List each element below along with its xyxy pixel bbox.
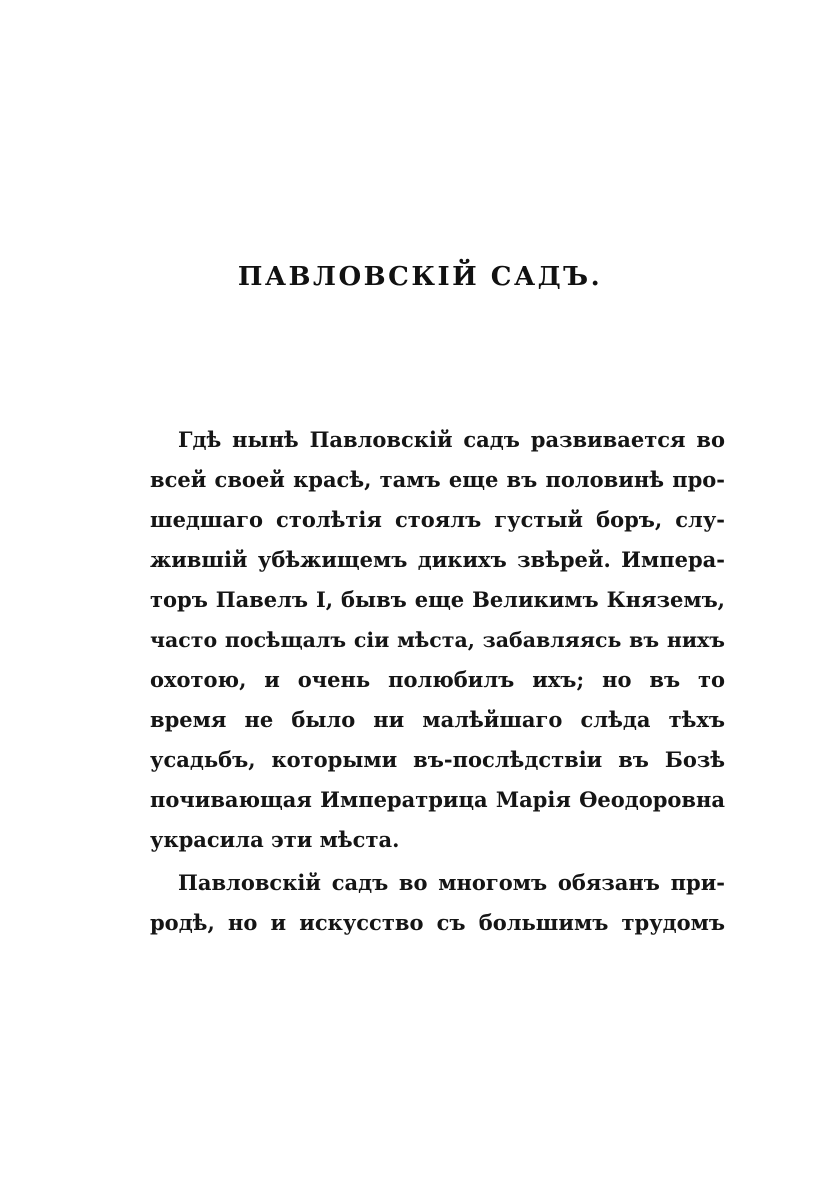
text-line: украсила эти мѣста. xyxy=(150,827,400,852)
text-line: торъ Павелъ I, бывъ еще Великимъ Княземъ, xyxy=(150,587,725,612)
text-line: усадьбъ, которыми въ-послѣдствіи въ Бозѣ xyxy=(150,747,725,772)
text-line: всей своей красѣ, тамъ еще въ половинѣ про- xyxy=(150,467,725,492)
text-line: жившій убѣжищемъ дикихъ звѣрей. Импера- xyxy=(150,547,725,572)
text-line: Гдѣ нынѣ Павловскій садъ развивается во xyxy=(178,427,725,452)
paragraph-2 xyxy=(150,863,725,943)
text-line: почивающая Императрица Марія Ѳеодоровна xyxy=(150,787,725,812)
text-line: время не было ни малѣйшаго слѣда тѣхъ xyxy=(150,707,725,732)
chapter-title: ПАВЛОВСКІЙ САДЪ. xyxy=(237,262,603,292)
text-line: шедшаго столѣтія стоялъ густый боръ, слу- xyxy=(150,507,725,532)
text-line: часто посѣщалъ сіи мѣста, забавляясь въ нихъ xyxy=(150,628,725,652)
text-line: родѣ, но и искусство съ большимъ трудомъ xyxy=(150,910,725,935)
text-line: охотою, и очень полюбилъ ихъ; но въ то xyxy=(150,667,725,692)
text-line: Павловскій садъ во многомъ обязанъ при- xyxy=(178,870,725,895)
paragraph-1 xyxy=(150,420,725,860)
